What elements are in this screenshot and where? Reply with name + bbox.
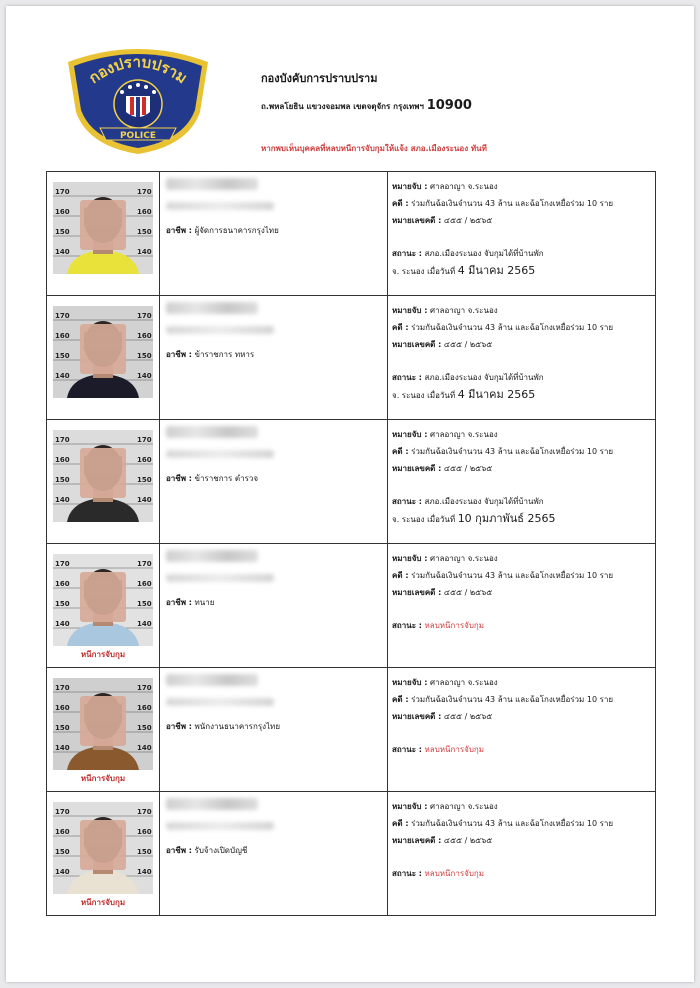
case-line: คดี : ร่วมกันฉ้อเงินจำนวน 43 ล้าน และฉ้อโกงเหยื่อร่วม 10 ราย (392, 447, 614, 456)
svg-text:150: 150 (137, 724, 152, 732)
svg-text:170: 170 (55, 808, 70, 816)
svg-text:140: 140 (137, 620, 152, 628)
photo-cell (47, 792, 160, 916)
svg-text:170: 170 (137, 560, 152, 568)
svg-text:140: 140 (55, 248, 70, 256)
case-number-line: หมายเลขคดี : ๔๕๕ / ๒๕๖๕ (392, 464, 493, 473)
photo-cell (47, 172, 160, 296)
table-row (47, 792, 656, 916)
svg-text:140: 140 (137, 868, 152, 876)
svg-text:170: 170 (137, 808, 152, 816)
table-row (47, 296, 656, 420)
svg-text:140: 140 (55, 744, 70, 752)
wanted-label: หนีการจับกุม (80, 650, 126, 659)
case-cell (388, 544, 656, 668)
status-line: สถานะ : หลบหนีการจับกุม (392, 745, 485, 754)
notice-text: หากพบเห็นบุคคลที่หลบหนีการจับกุมให้แจ้ง สภอ.เมืองระนอง ทันที (261, 144, 487, 153)
svg-text:160: 160 (137, 580, 152, 588)
warrant-line: หมายจับ : ศาลอาญา จ.ระนอง (392, 802, 498, 811)
blurred-detail (166, 450, 274, 458)
mugshot-photo (53, 554, 153, 646)
svg-text:140: 140 (55, 496, 70, 504)
warrant-line: หมายจับ : ศาลอาญา จ.ระนอง (392, 182, 498, 191)
svg-text:160: 160 (137, 456, 152, 464)
case-line: คดี : ร่วมกันฉ้อเงินจำนวน 43 ล้าน และฉ้อโกงเหยื่อร่วม 10 ราย (392, 819, 614, 828)
case-number-line: หมายเลขคดี : ๔๕๕ / ๒๕๖๕ (392, 836, 493, 845)
blurred-detail (166, 822, 274, 830)
case-number-line: หมายเลขคดี : ๔๕๕ / ๒๕๖๕ (392, 216, 493, 225)
status-line: สถานะ : สภอ.เมืองระนอง จับกุมได้ที่บ้านพัก (392, 497, 544, 506)
svg-text:170: 170 (137, 312, 152, 320)
warrant-line: หมายจับ : ศาลอาญา จ.ระนอง (392, 430, 498, 439)
svg-text:150: 150 (55, 848, 70, 856)
svg-text:170: 170 (55, 436, 70, 444)
occupation: อาชีพ : ผู้จัดการธนาคารกรุงไทย (166, 226, 279, 235)
svg-text:140: 140 (55, 868, 70, 876)
status-date-line: จ. ระนอง เมื่อวันที่ 10 กุมภาพันธ์ 2565 (392, 512, 556, 525)
suspect-table (46, 171, 656, 916)
svg-text:170: 170 (55, 312, 70, 320)
occupation: อาชีพ : ข้าราชการ ทหาร (166, 350, 255, 359)
case-cell (388, 792, 656, 916)
svg-text:170: 170 (137, 684, 152, 692)
identity-cell (160, 668, 388, 792)
blurred-detail (166, 202, 274, 210)
wanted-label: หนีการจับกุม (80, 898, 126, 907)
photo-cell (47, 668, 160, 792)
svg-text:150: 150 (55, 228, 70, 236)
svg-text:160: 160 (55, 208, 70, 216)
svg-text:160: 160 (137, 208, 152, 216)
svg-text:160: 160 (137, 828, 152, 836)
status-line: สถานะ : หลบหนีการจับกุม (392, 621, 485, 630)
case-cell (388, 420, 656, 544)
case-line: คดี : ร่วมกันฉ้อเงินจำนวน 43 ล้าน และฉ้อโกงเหยื่อร่วม 10 ราย (392, 695, 614, 704)
svg-text:140: 140 (137, 496, 152, 504)
svg-text:150: 150 (137, 476, 152, 484)
svg-text:140: 140 (55, 620, 70, 628)
svg-text:170: 170 (137, 436, 152, 444)
svg-text:150: 150 (137, 228, 152, 236)
identity-cell (160, 420, 388, 544)
status-date-line: จ. ระนอง เมื่อวันที่ 4 มีนาคม 2565 (392, 264, 536, 277)
blurred-name (166, 798, 258, 810)
svg-text:170: 170 (137, 188, 152, 196)
mugshot-photo (53, 678, 153, 770)
photo-cell (47, 544, 160, 668)
mugshot-photo (53, 802, 153, 894)
svg-text:170: 170 (55, 684, 70, 692)
blurred-detail (166, 326, 274, 334)
address (261, 98, 472, 113)
svg-text:150: 150 (137, 848, 152, 856)
photo-cell (47, 420, 160, 544)
case-line: คดี : ร่วมกันฉ้อเงินจำนวน 43 ล้าน และฉ้อโกงเหยื่อร่วม 10 ราย (392, 199, 614, 208)
svg-text:150: 150 (137, 600, 152, 608)
case-cell (388, 172, 656, 296)
case-line: คดี : ร่วมกันฉ้อเงินจำนวน 43 ล้าน และฉ้อโกงเหยื่อร่วม 10 ราย (392, 571, 614, 580)
warrant-line: หมายจับ : ศาลอาญา จ.ระนอง (392, 554, 498, 563)
blurred-name (166, 302, 258, 314)
svg-text:150: 150 (55, 476, 70, 484)
svg-text:150: 150 (55, 352, 70, 360)
svg-text:160: 160 (55, 828, 70, 836)
mugshot-photo (53, 182, 153, 274)
svg-text:170: 170 (55, 560, 70, 568)
blurred-detail (166, 574, 274, 582)
identity-cell (160, 792, 388, 916)
zip-code: 10900 (426, 98, 472, 113)
address-text: ถ.พหลโยธิน แขวงจอมพล เขตจตุจักร กรุงเทพฯ (261, 102, 424, 111)
identity-cell (160, 296, 388, 420)
svg-text:150: 150 (55, 600, 70, 608)
photo-cell (47, 296, 160, 420)
case-cell (388, 296, 656, 420)
status-line: สถานะ : หลบหนีการจับกุม (392, 869, 485, 878)
svg-text:150: 150 (55, 724, 70, 732)
badge-police-text: POLICE (119, 131, 157, 141)
svg-text:150: 150 (137, 352, 152, 360)
svg-text:140: 140 (137, 744, 152, 752)
case-line: คดี : ร่วมกันฉ้อเงินจำนวน 43 ล้าน และฉ้อโกงเหยื่อร่วม 10 ราย (392, 323, 614, 332)
blurred-name (166, 550, 258, 562)
table-row (47, 420, 656, 544)
identity-cell (160, 172, 388, 296)
identity-cell (160, 544, 388, 668)
occupation: อาชีพ : พนักงานธนาคารกรุงไทย (166, 722, 280, 731)
svg-text:140: 140 (55, 372, 70, 380)
svg-text:160: 160 (55, 332, 70, 340)
status-line: สถานะ : สภอ.เมืองระนอง จับกุมได้ที่บ้านพัก (392, 249, 544, 258)
status-date-line: จ. ระนอง เมื่อวันที่ 4 มีนาคม 2565 (392, 388, 536, 401)
svg-text:160: 160 (55, 456, 70, 464)
table-row (47, 544, 656, 668)
occupation: อาชีพ : ข้าราชการ ตำรวจ (166, 474, 259, 483)
warrant-line: หมายจับ : ศาลอาญา จ.ระนอง (392, 678, 498, 687)
case-number-line: หมายเลขคดี : ๔๕๕ / ๒๕๖๕ (392, 712, 493, 721)
table-row (47, 668, 656, 792)
table-row (47, 172, 656, 296)
blurred-name (166, 426, 258, 438)
badge-arc-text: กองปราบปราม (85, 52, 191, 88)
svg-text:160: 160 (137, 332, 152, 340)
status-line: สถานะ : สภอ.เมืองระนอง จับกุมได้ที่บ้านพัก (392, 373, 544, 382)
case-number-line: หมายเลขคดี : ๔๕๕ / ๒๕๖๕ (392, 588, 493, 597)
blurred-name (166, 674, 258, 686)
mugshot-photo (53, 306, 153, 398)
svg-text:160: 160 (137, 704, 152, 712)
svg-text:160: 160 (55, 580, 70, 588)
police-badge-logo (60, 42, 216, 156)
wanted-label: หนีการจับกุม (80, 774, 126, 783)
svg-text:140: 140 (137, 248, 152, 256)
svg-text:160: 160 (55, 704, 70, 712)
occupation: อาชีพ : ทนาย (166, 598, 215, 607)
svg-text:170: 170 (55, 188, 70, 196)
org-name: กองบังคับการปราบปราม (261, 72, 378, 85)
blurred-detail (166, 698, 274, 706)
occupation: อาชีพ : รับจ้างเปิดบัญชี (166, 846, 248, 855)
blurred-name (166, 178, 258, 190)
svg-text:140: 140 (137, 372, 152, 380)
mugshot-photo (53, 430, 153, 522)
case-cell (388, 668, 656, 792)
case-number-line: หมายเลขคดี : ๔๕๕ / ๒๕๖๕ (392, 340, 493, 349)
warrant-line: หมายจับ : ศาลอาญา จ.ระนอง (392, 306, 498, 315)
